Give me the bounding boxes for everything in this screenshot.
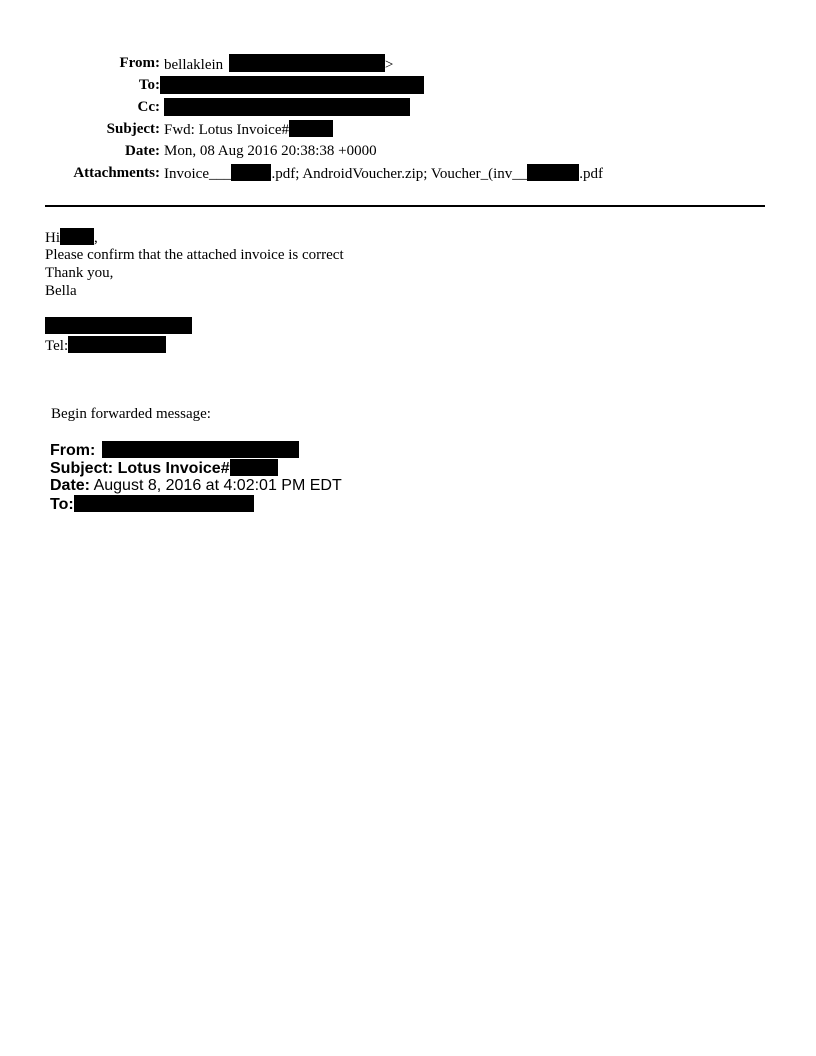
redaction-block xyxy=(289,120,333,137)
greeting-suffix: , xyxy=(94,230,98,246)
attachments-value xyxy=(164,164,603,183)
header-to-row xyxy=(0,76,816,96)
redaction-block xyxy=(527,164,579,181)
header-divider xyxy=(45,205,765,207)
redaction-block xyxy=(164,98,410,116)
signature-redacted-line xyxy=(45,317,192,336)
date-value: Mon, 08 Aug 2016 20:38:38 +0000 xyxy=(164,143,377,159)
greeting-line xyxy=(45,228,98,247)
redaction-block xyxy=(74,495,254,512)
header-subject-row xyxy=(0,120,816,140)
greeting-text: Hi xyxy=(45,230,60,246)
redaction-block xyxy=(60,228,94,245)
body-line-2: Thank you, xyxy=(45,265,114,281)
from-value xyxy=(164,54,393,74)
tel-label: Tel: xyxy=(45,338,69,354)
to-label: To: xyxy=(138,77,160,93)
cc-label: Cc: xyxy=(137,99,160,115)
attachment-part-1: Invoice___ xyxy=(164,166,232,182)
header-from-row xyxy=(0,54,816,74)
attachments-label: Attachments: xyxy=(73,165,160,181)
fwd-to-line xyxy=(50,495,254,514)
fwd-date-label: Date: xyxy=(50,477,91,494)
forwarded-intro: Begin forwarded message: xyxy=(51,406,211,422)
subject-label: Subject: xyxy=(106,121,160,137)
fwd-date-line xyxy=(50,477,342,495)
from-name: bellaklein xyxy=(164,57,224,73)
subject-value xyxy=(164,120,333,139)
date-label: Date: xyxy=(125,143,160,159)
tel-line xyxy=(45,336,166,355)
redaction-block xyxy=(102,441,299,458)
signature-name: Bella xyxy=(45,283,77,299)
fwd-to-label: To: xyxy=(50,496,74,513)
fwd-from-line xyxy=(50,441,299,460)
from-label: From: xyxy=(119,55,160,71)
to-value xyxy=(160,76,424,96)
attachment-part-3: .pdf xyxy=(579,166,604,182)
redaction-block xyxy=(68,336,166,353)
header-date-row xyxy=(0,142,816,162)
redaction-block xyxy=(229,54,385,72)
redaction-block xyxy=(231,164,271,181)
fwd-from-label: From: xyxy=(50,442,96,459)
redaction-block xyxy=(230,459,278,476)
header-attachments-row xyxy=(0,164,816,184)
redaction-block xyxy=(160,76,424,94)
fwd-subject-line xyxy=(50,459,278,478)
subject-text: Fwd: Lotus Invoice# xyxy=(164,122,289,138)
from-suffix: > xyxy=(384,57,394,73)
header-cc-row xyxy=(0,98,816,118)
body-line-1: Please confirm that the attached invoice is correct xyxy=(45,247,344,263)
fwd-subject-label: Subject: Lotus Invoice# xyxy=(50,460,230,477)
redaction-block xyxy=(45,317,192,334)
attachment-part-2: .pdf; AndroidVoucher.zip; Voucher_(inv__ xyxy=(271,166,528,182)
fwd-date-value: August 8, 2016 at 4:02:01 PM EDT xyxy=(93,477,342,494)
cc-value xyxy=(164,98,410,118)
